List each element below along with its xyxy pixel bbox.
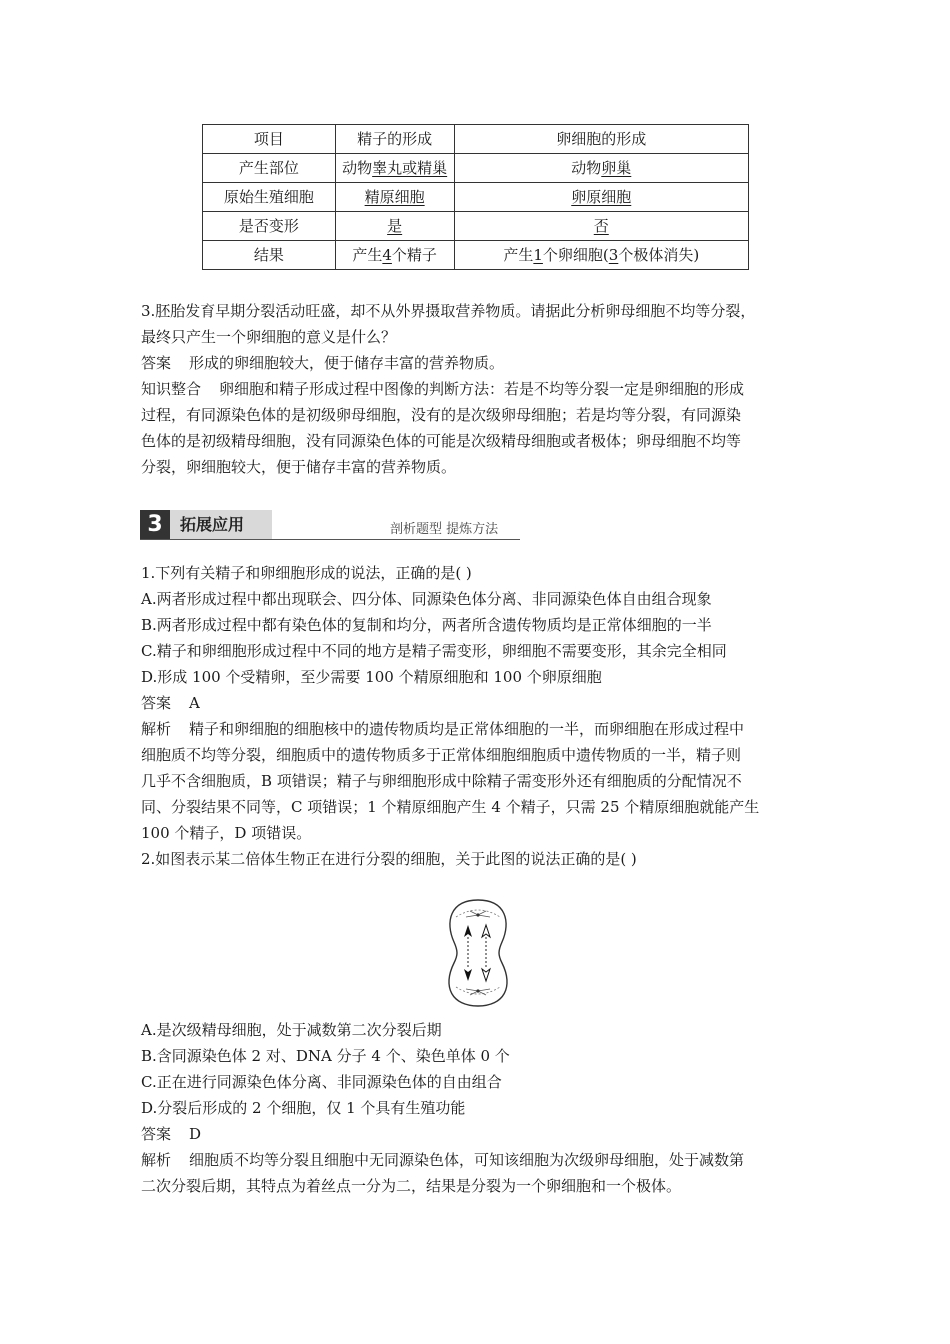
option-c: C.正在进行同源染色体分离、非同源染色体的自由组合 (141, 1073, 502, 1091)
summary-label: 知识整合 (141, 380, 202, 398)
table-row (203, 212, 749, 241)
section-rule (140, 539, 520, 540)
header-cell: 卵细胞的形成 (454, 125, 748, 154)
underlined-answer: 睾丸或精巢 (372, 159, 448, 177)
option-d: D.分裂后形成的 2 个细胞，仅 1 个具有生殖功能 (141, 1099, 466, 1117)
problem-2-block (141, 1017, 811, 1199)
summary-line: 知识整合 卵细胞和精子形成过程中图像的判断方法：若是不均等分裂一定是卵细胞的形成 (141, 380, 745, 398)
underlined-answer: 3 (608, 246, 619, 264)
analysis-line: 二次分裂后期，其特点为着丝点一分为二，结果是分裂为一个卵细胞和一个极体。 (141, 1177, 682, 1195)
section-number: 3 (140, 510, 170, 540)
option-a: A.两者形成过程中都出现联会、四分体、同源染色体分离、非同源染色体自由组合现象 (141, 590, 712, 608)
egg-cell (454, 241, 748, 270)
option-a: A.是次级精母细胞，处于减数第二次分裂后期 (141, 1021, 442, 1039)
analysis-line: 同、分裂结果不同等，C 项错误；1 个精原细胞产生 4 个精子，只需 25 个精原细胞就能产生 (141, 798, 760, 816)
row-label: 结果 (203, 241, 336, 270)
analysis-line: 100 个精子，D 项错误。 (141, 824, 312, 842)
comparison-table (202, 124, 749, 270)
answer-label: 答案 (141, 354, 172, 372)
table-header-row (203, 125, 749, 154)
summary-line: 分裂，卵细胞较大，便于储存丰富的营养物质。 (141, 458, 457, 476)
underlined-answer: 卵原细胞 (571, 188, 632, 206)
summary-line: 过程，有同源染色体的是初级卵母细胞，没有的是次级卵母细胞；若是均等分裂，有同源染 (141, 406, 742, 424)
option-c: C.精子和卵细胞形成过程中不同的地方是精子需变形，卵细胞不需要变形，其余完全相同 (141, 642, 727, 660)
problem-1-stem: 1.下列有关精子和卵细胞形成的说法，正确的是( ) (141, 564, 472, 582)
row-label: 是否变形 (203, 212, 336, 241)
underlined-answer: 卵巢 (601, 159, 632, 177)
row-label: 原始生殖细胞 (203, 183, 336, 212)
header-cell: 精子的形成 (335, 125, 454, 154)
cell-text: 个极体消失) (618, 246, 700, 264)
section-title: 拓展应用 (180, 515, 245, 534)
problem-1-analysis: 解析 精子和卵细胞的细胞核中的遗传物质均是正常体细胞的一半，而卵细胞在形成过程中 (141, 720, 745, 738)
cell-text: 个精子 (391, 246, 437, 264)
sperm-cell (335, 183, 454, 212)
option-b: B.两者形成过程中都有染色体的复制和均分，两者所含遗传物质均是正常体细胞的一半 (141, 616, 712, 634)
cell-text: 动物 (342, 159, 373, 177)
section-subtitle: 剖析题型 提炼方法 (390, 522, 499, 537)
question-3-line: 3.胚胎发育早期分裂活动旺盛，却不从外界摄取营养物质。请据此分析卵母细胞不均等分裂， (141, 302, 756, 320)
problem-1-answer: 答案 A (141, 694, 200, 712)
egg-cell (454, 154, 748, 183)
question-3-answer (141, 350, 811, 376)
cell-text: 产生 (503, 246, 534, 264)
underlined-answer: 4 (382, 246, 392, 264)
sperm-cell (335, 241, 454, 270)
question-3-line: 最终只产生一个卵细胞的意义是什么？ (141, 328, 397, 346)
option-b: B.含同源染色体 2 对、DNA 分子 4 个、染色单体 0 个 (141, 1047, 510, 1065)
analysis-line: 几乎不含细胞质，B 项错误；精子与卵细胞形成中除精子需变形外还有细胞质的分配情况不 (141, 772, 742, 790)
cell-text: 动物 (571, 159, 602, 177)
header-cell: 项目 (203, 125, 336, 154)
section-header (140, 510, 520, 540)
option-d: D.形成 100 个受精卵，至少需要 100 个精原细胞和 100 个卵原细胞 (141, 668, 602, 686)
row-label: 产生部位 (203, 154, 336, 183)
underlined-answer: 否 (593, 217, 609, 235)
table-row (203, 241, 749, 270)
underlined-answer: 1 (533, 246, 543, 264)
sperm-cell (335, 154, 454, 183)
cell-text: 个卵细胞( (542, 246, 609, 264)
problem-1-block (141, 560, 811, 872)
underlined-answer: 是 (387, 217, 403, 235)
answer-text: 形成的卵细胞较大，便于储存丰富的营养物质。 (189, 354, 505, 372)
analysis-line: 细胞质不均等分裂，细胞质中的遗传物质多于正常体细胞细胞质中遗传物质的一半，精子则 (141, 746, 742, 764)
cell-text: 产生 (352, 246, 383, 264)
problem-2-answer: 答案 D (141, 1125, 202, 1143)
problem-2-stem: 2.如图表示某二倍体生物正在进行分裂的细胞，关于此图的说法正确的是( ) (141, 850, 637, 868)
summary-line: 色体的是初级精母细胞，没有同源染色体的可能是次级精母细胞或者极体；卵母细胞不均等 (141, 432, 742, 450)
egg-cell (454, 183, 748, 212)
table-row (203, 154, 749, 183)
table-row (203, 183, 749, 212)
underlined-answer: 精原细胞 (364, 188, 425, 206)
egg-cell (454, 212, 748, 241)
cell-division-figure (436, 897, 520, 1009)
problem-2-analysis: 解析 细胞质不均等分裂且细胞中无同源染色体，可知该细胞为次级卵母细胞，处于减数第 (141, 1151, 745, 1169)
question-3-block (141, 298, 811, 480)
sperm-cell (335, 212, 454, 241)
